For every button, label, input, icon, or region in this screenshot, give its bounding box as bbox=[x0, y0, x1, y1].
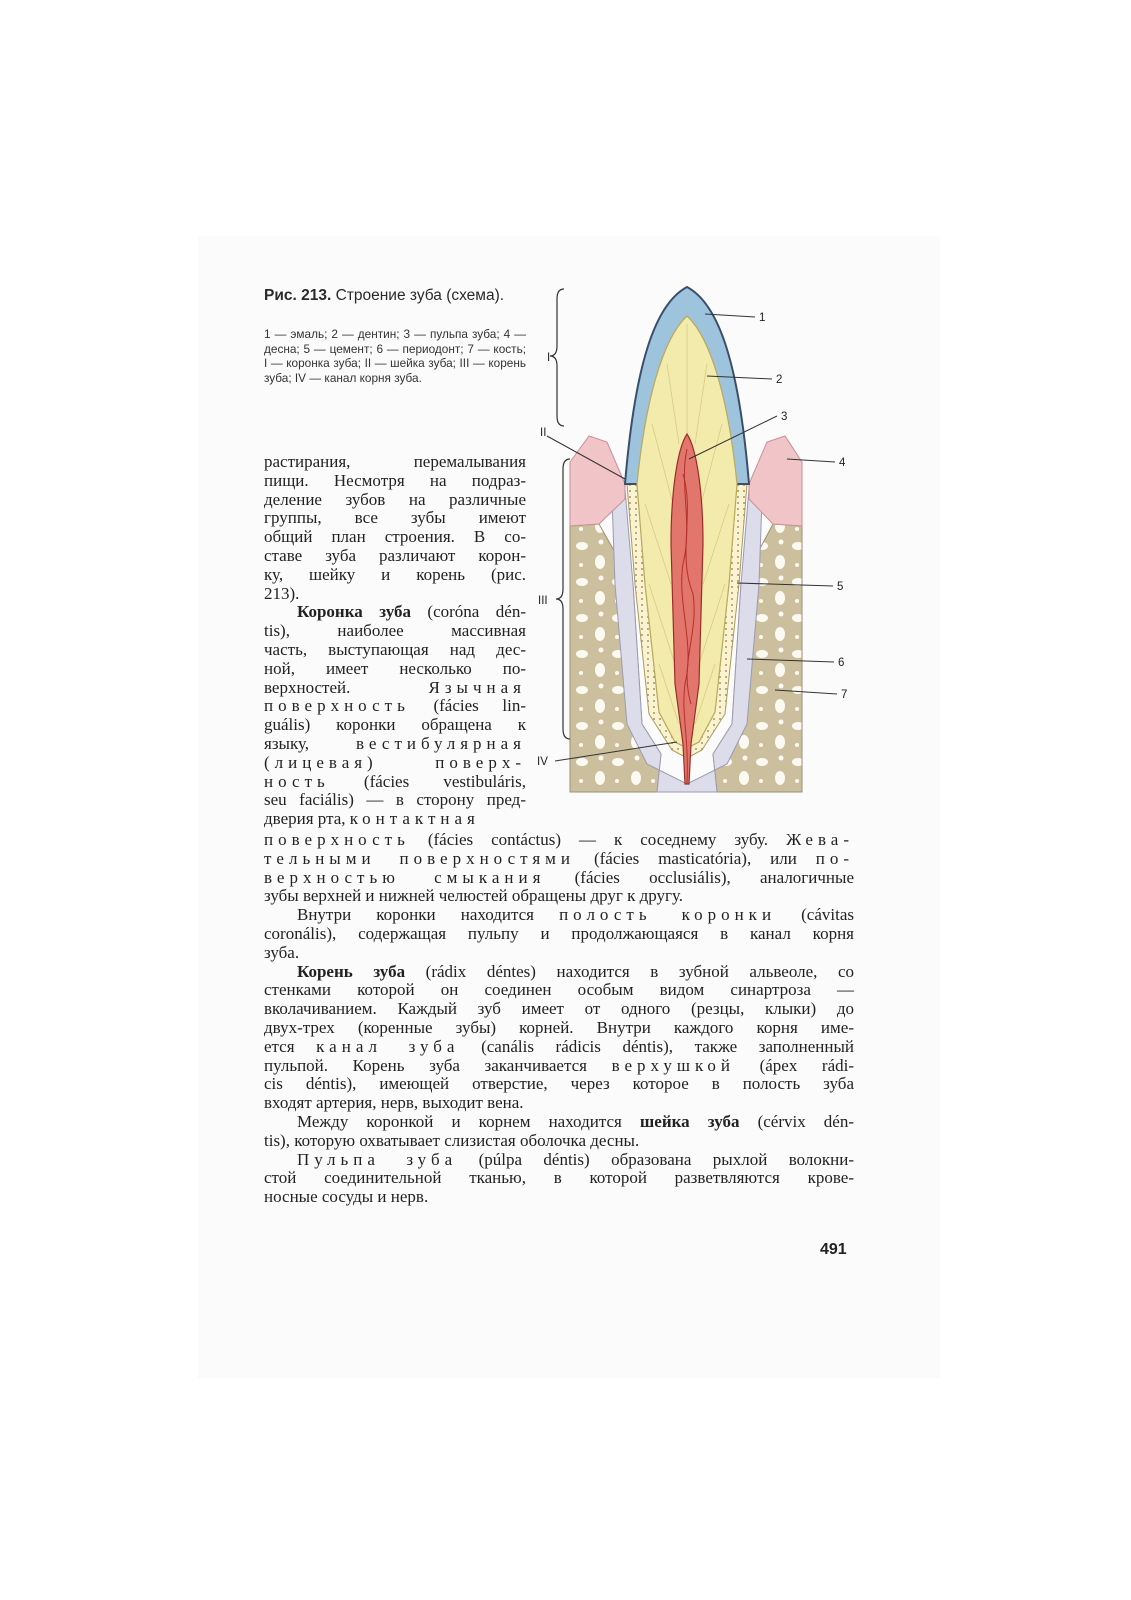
line bbox=[264, 697, 526, 716]
line: стенками которой он соединен особым видом синартроза — bbox=[264, 980, 854, 1000]
line: пищи. Несмотря на подраз- bbox=[264, 470, 526, 490]
line bbox=[264, 679, 526, 698]
line: coronális), содержащая пульпу и продолжающаяся в канал корня bbox=[264, 923, 854, 943]
spaced-term: поверхность bbox=[264, 830, 410, 849]
label-6: 6 bbox=[838, 657, 845, 669]
line bbox=[264, 1057, 854, 1076]
label-I: I bbox=[547, 352, 551, 364]
spaced-term: вестибулярная bbox=[356, 733, 526, 753]
spaced-term: по- bbox=[815, 848, 854, 868]
column-text bbox=[264, 453, 526, 829]
spaced-term: верхушкой bbox=[611, 1055, 735, 1075]
label-4: 4 bbox=[839, 457, 846, 469]
line: двух-трех (коренные зубы) корней. Внутри каждого корня име- bbox=[264, 1017, 854, 1037]
spaced-term: верхностью смыкания bbox=[264, 867, 546, 887]
label-IV: IV bbox=[537, 756, 548, 768]
line bbox=[264, 1151, 854, 1170]
text-span: Внутри коронки находится bbox=[297, 905, 560, 925]
line: входят артерия, нерв, выходит вена. bbox=[264, 1093, 524, 1113]
label-3: 3 bbox=[781, 411, 788, 423]
spaced-term: полость коронки bbox=[559, 905, 777, 925]
line bbox=[264, 1113, 854, 1132]
label-III: III bbox=[538, 595, 548, 607]
line: растирания, перемалывания bbox=[264, 452, 526, 471]
line: зубы верхней и нижней челюстей обращены друг к другу. bbox=[264, 886, 684, 906]
book-page bbox=[198, 236, 940, 1378]
label-2: 2 bbox=[776, 374, 783, 386]
text-span: (fácies vestibuláris, bbox=[329, 771, 526, 791]
figure-label: Рис. 213. bbox=[264, 287, 332, 304]
text-span: дверия рта, bbox=[264, 809, 350, 829]
line bbox=[264, 869, 854, 888]
text-span: верхностей. bbox=[264, 677, 351, 697]
brace-I bbox=[550, 289, 564, 426]
figure-caption-title bbox=[264, 287, 526, 305]
term-crown: Коронка зуба bbox=[297, 602, 411, 622]
text-span: (fácies masticatória), или bbox=[575, 848, 816, 868]
label-5: 5 bbox=[837, 581, 844, 593]
line bbox=[264, 754, 526, 773]
line: группы, все зубы имеют bbox=[264, 508, 526, 528]
label-II: II bbox=[540, 427, 547, 439]
line: часть, выступающая над дес- bbox=[264, 639, 526, 659]
line: 213). bbox=[264, 583, 300, 603]
label-1: 1 bbox=[759, 312, 766, 324]
line bbox=[264, 773, 526, 792]
label-7: 7 bbox=[841, 689, 848, 701]
spaced-term: Жева- bbox=[786, 830, 854, 849]
text-span: (fácies contáctus) — к соседнему зубу. bbox=[409, 830, 787, 849]
line bbox=[264, 810, 526, 829]
line: носные сосуды и нерв. bbox=[264, 1187, 429, 1207]
line: cis déntis), имеющей отверстие, через которое в полость зуба bbox=[264, 1074, 854, 1094]
text-span: (ápex rádi- bbox=[734, 1055, 855, 1075]
page-number: 491 bbox=[820, 1241, 847, 1258]
text-span: Между коронкой и корнем находится bbox=[297, 1111, 640, 1131]
line: seu faciális) — в сторону пред- bbox=[264, 790, 526, 810]
text-span: (fácies occlusiális), аналогичные bbox=[545, 867, 854, 887]
spaced-term: (лицевая) bbox=[264, 752, 378, 772]
line bbox=[264, 963, 854, 982]
line bbox=[264, 850, 854, 869]
spaced-term: поверх- bbox=[435, 752, 526, 772]
line bbox=[264, 831, 854, 850]
line: деление зубов на различные bbox=[264, 489, 526, 509]
line bbox=[264, 603, 526, 622]
full-width-text bbox=[264, 831, 854, 1207]
line: tis), которую охватывает слизистая оболочка десны. bbox=[264, 1130, 640, 1150]
text-span: (canális rádicis déntis), также заполненный bbox=[459, 1036, 855, 1056]
brace-III bbox=[556, 459, 570, 739]
line bbox=[264, 906, 854, 925]
text-span: (cérvix dén- bbox=[739, 1111, 855, 1131]
text-span: пульпой. Корень зуба заканчивается bbox=[264, 1055, 612, 1075]
line: стой соединительной тканью, в которой разветвляются крове- bbox=[264, 1168, 854, 1188]
tooth-structure-figure bbox=[537, 284, 867, 804]
line: ной, имеет несколько по- bbox=[264, 658, 526, 678]
spaced-term: ность bbox=[264, 771, 330, 791]
line bbox=[264, 735, 526, 754]
text-span: языку, bbox=[264, 733, 356, 753]
line bbox=[264, 1038, 854, 1057]
line: tis), наиболее массивная bbox=[264, 621, 526, 641]
line: ку, шейку и корень (рис. bbox=[264, 564, 526, 584]
spaced-term: тельными поверхностями bbox=[264, 848, 576, 868]
spaced-term: канал зуба bbox=[316, 1036, 460, 1056]
spaced-term: поверхность bbox=[264, 696, 410, 716]
text-span: (coróna dén- bbox=[410, 602, 526, 622]
line: вколачиванием. Каждый зуб имеет от одного (резцы, клыки) до bbox=[264, 999, 854, 1019]
spaced-term: Язычная bbox=[428, 677, 526, 697]
line: ставе зуба различают корон- bbox=[264, 545, 526, 565]
spaced-term: контактная bbox=[349, 809, 480, 829]
line: общий план строения. В со- bbox=[264, 527, 526, 547]
line: зуба. bbox=[264, 942, 300, 962]
text-span: ется bbox=[264, 1036, 317, 1056]
line: guális) коронки обращена к bbox=[264, 715, 526, 735]
text-span: (fácies lin- bbox=[409, 696, 526, 716]
term-neck: шейка зуба bbox=[639, 1111, 740, 1131]
figure-title: Строение зуба (схема). bbox=[335, 287, 505, 304]
text-span: (rádix déntes) находится в зубной альвеоле, со bbox=[405, 961, 855, 981]
figure-legend: 1 — эмаль; 2 — дентин; 3 — пульпа зуба; 4 — десна; 5 — цемент; 6 — периодонт; 7 — кость; I — коронка зуба; II — шейка зуба; III — корень зуба; IV — канал корня зуба. bbox=[264, 327, 526, 385]
term-root: Корень зуба bbox=[297, 961, 406, 981]
text-span: (cávitas bbox=[776, 905, 855, 925]
text-span: (púlpa déntis) образована рыхлой волокни- bbox=[457, 1149, 854, 1169]
spaced-term: Пульпа зуба bbox=[297, 1149, 458, 1169]
